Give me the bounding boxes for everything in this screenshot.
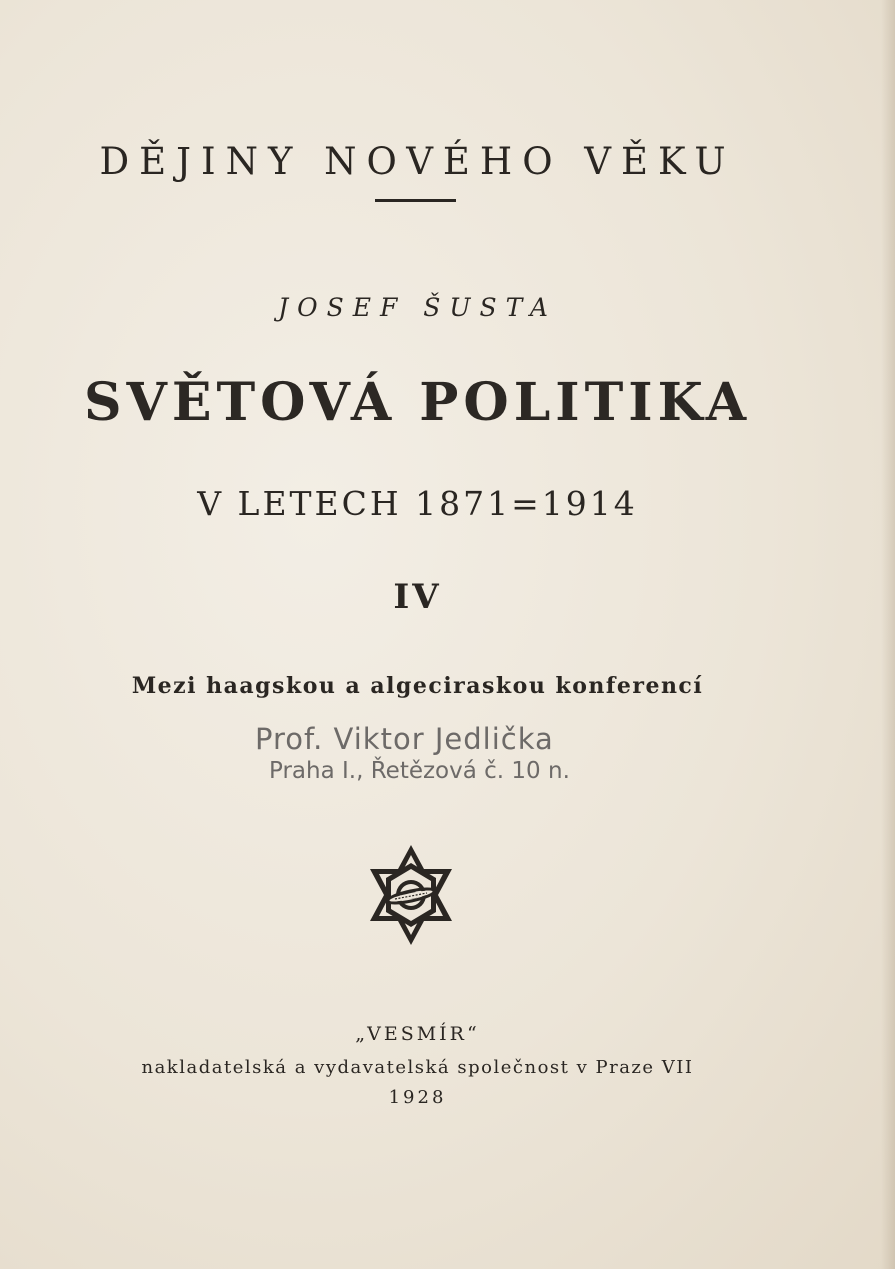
title-rule	[375, 199, 456, 202]
stamp-owner-address: Praha I., Řetězová č. 10 n.	[269, 758, 570, 784]
volume-number: IV	[393, 577, 442, 617]
part-title: Mezi haagskou a algeciraskou konferencí	[131, 673, 704, 699]
hexagram-globe-emblem-icon	[363, 843, 459, 947]
author-name: JOSEF ŠUSTA	[278, 293, 557, 322]
stamp-owner-name: Prof. Viktor Jedlička	[255, 722, 554, 756]
series-title: DĚJINY NOVÉHO VĚKU	[99, 140, 736, 183]
ownership-stamp	[255, 722, 570, 784]
main-title: SVĚTOVÁ POLITIKA	[83, 372, 752, 433]
publisher-description: nakladatelská a vydavatelská společnost v Praze VII	[141, 1057, 694, 1078]
publication-year: 1928	[388, 1087, 447, 1108]
page-edge-shadow	[881, 0, 895, 1269]
publisher-name: „VESMÍR“	[355, 1023, 480, 1045]
subtitle: V LETECH 1871=1914	[197, 484, 638, 523]
